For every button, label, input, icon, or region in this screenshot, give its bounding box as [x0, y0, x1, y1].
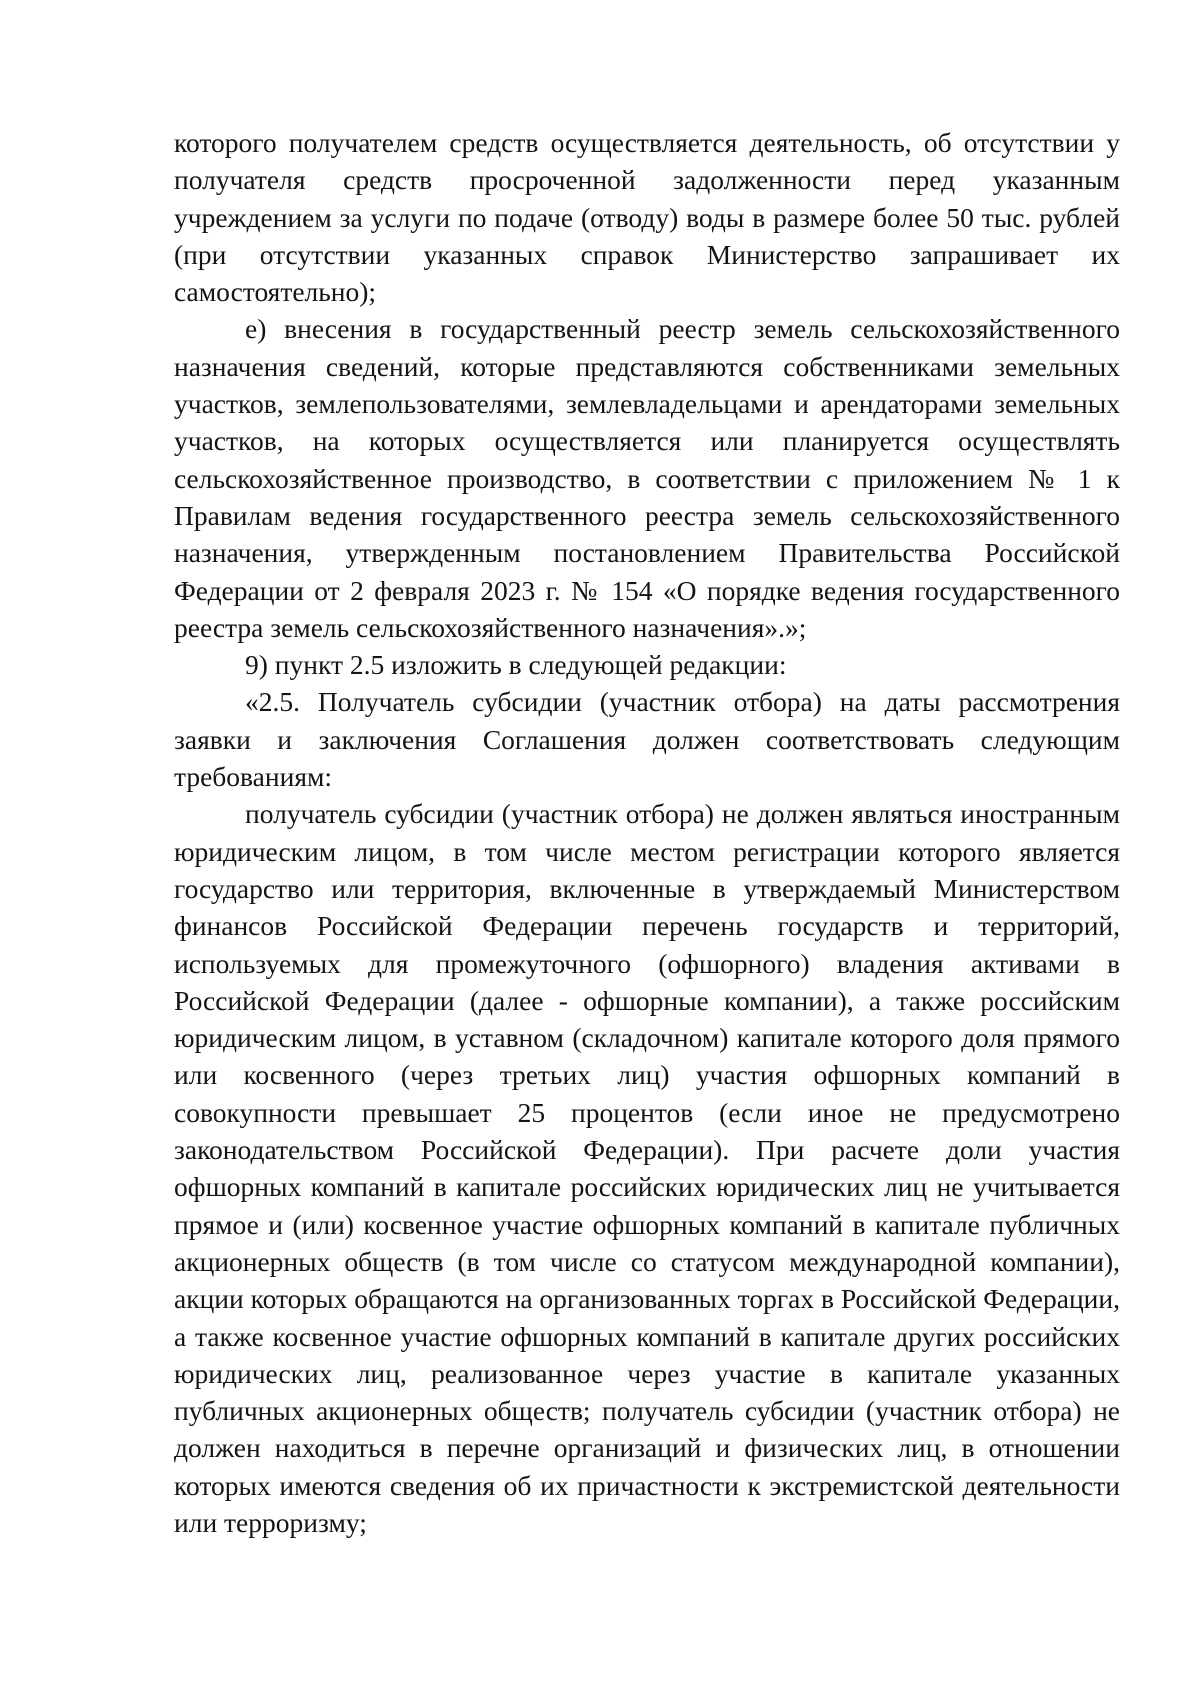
paragraph-recipient-requirements: получатель субсидии (участник отбора) не должен являться иностранным юридическим лицом, в том числе местом регистрации которого является государство или территория, включенные в утверждаемый Министерством финансов Российской Федерации перечень государств и территорий, используемых для промежуточного (офшорного) владения активами в Российской Федерации (далее - офшорные компании), а также российским юридическим лицом, в уставном (складочном) капитале которого доля прямого или косвенного (через третьих лиц) участия офшорных компаний в совокупности превышает 25 процентов (если иное не предусмотрено законодательством Российской Федерации). При расчете доли участия офшорных компаний в капитале российских юридических лиц не учитывается прямое и (или) косвенное участие офшорных компаний в капитале публичных акционерных обществ (в том числе со статусом международной компании), акции которых обращаются на организованных торгах в Российской Федерации, а также косвенное участие офшорных компаний в капитале других российских юридических лиц, реализованное через участие в капитале указанных публичных акционерных обществ; получатель субсидии (участник отбора) не должен находиться в перечне организаций и физических лиц, в отношении которых имеются сведения об их причастности к экстремистской деятельности или терроризму; [174, 798, 1120, 1538]
paragraph-clause-2-5: «2.5. Получатель субсидии (участник отбора) на даты рассмотрения заявки и заключения Соглашения должен соответствовать следующим требованиям: [174, 686, 1120, 793]
paragraph-item-e: е) внесения в государственный реестр земель сельскохозяйственного назначения сведений, которые представляются собственниками земельных участков, землепользователями, землевладельцами и арендаторами земельных участков, на которых осуществляется или планируется осуществлять сельскохозяйственное производство, в соответствии с приложением № 1 к Правилам ведения государственного реестра земель сельскохозяйственного назначения, утвержденным постановлением Правительства Российской Федерации от 2 февраля 2023 г. № 154 «О порядке ведения государственного реестра земель сельскохозяйственного назначения».»; [174, 313, 1120, 643]
paragraph-item-9: 9) пункт 2.5 изложить в следующей редакции: [245, 649, 787, 681]
paragraph-continuation: которого получателем средств осуществляется деятельность, об отсутствии у получателя средств просроченной задолженности перед указанным учреждением за услуги по подаче (отводу) воды в размере более 50 тыс. рублей (при отсутствии указанных справок Министерство запрашивает их самостоятельно); [174, 127, 1120, 308]
document-page [174, 124, 1120, 1541]
